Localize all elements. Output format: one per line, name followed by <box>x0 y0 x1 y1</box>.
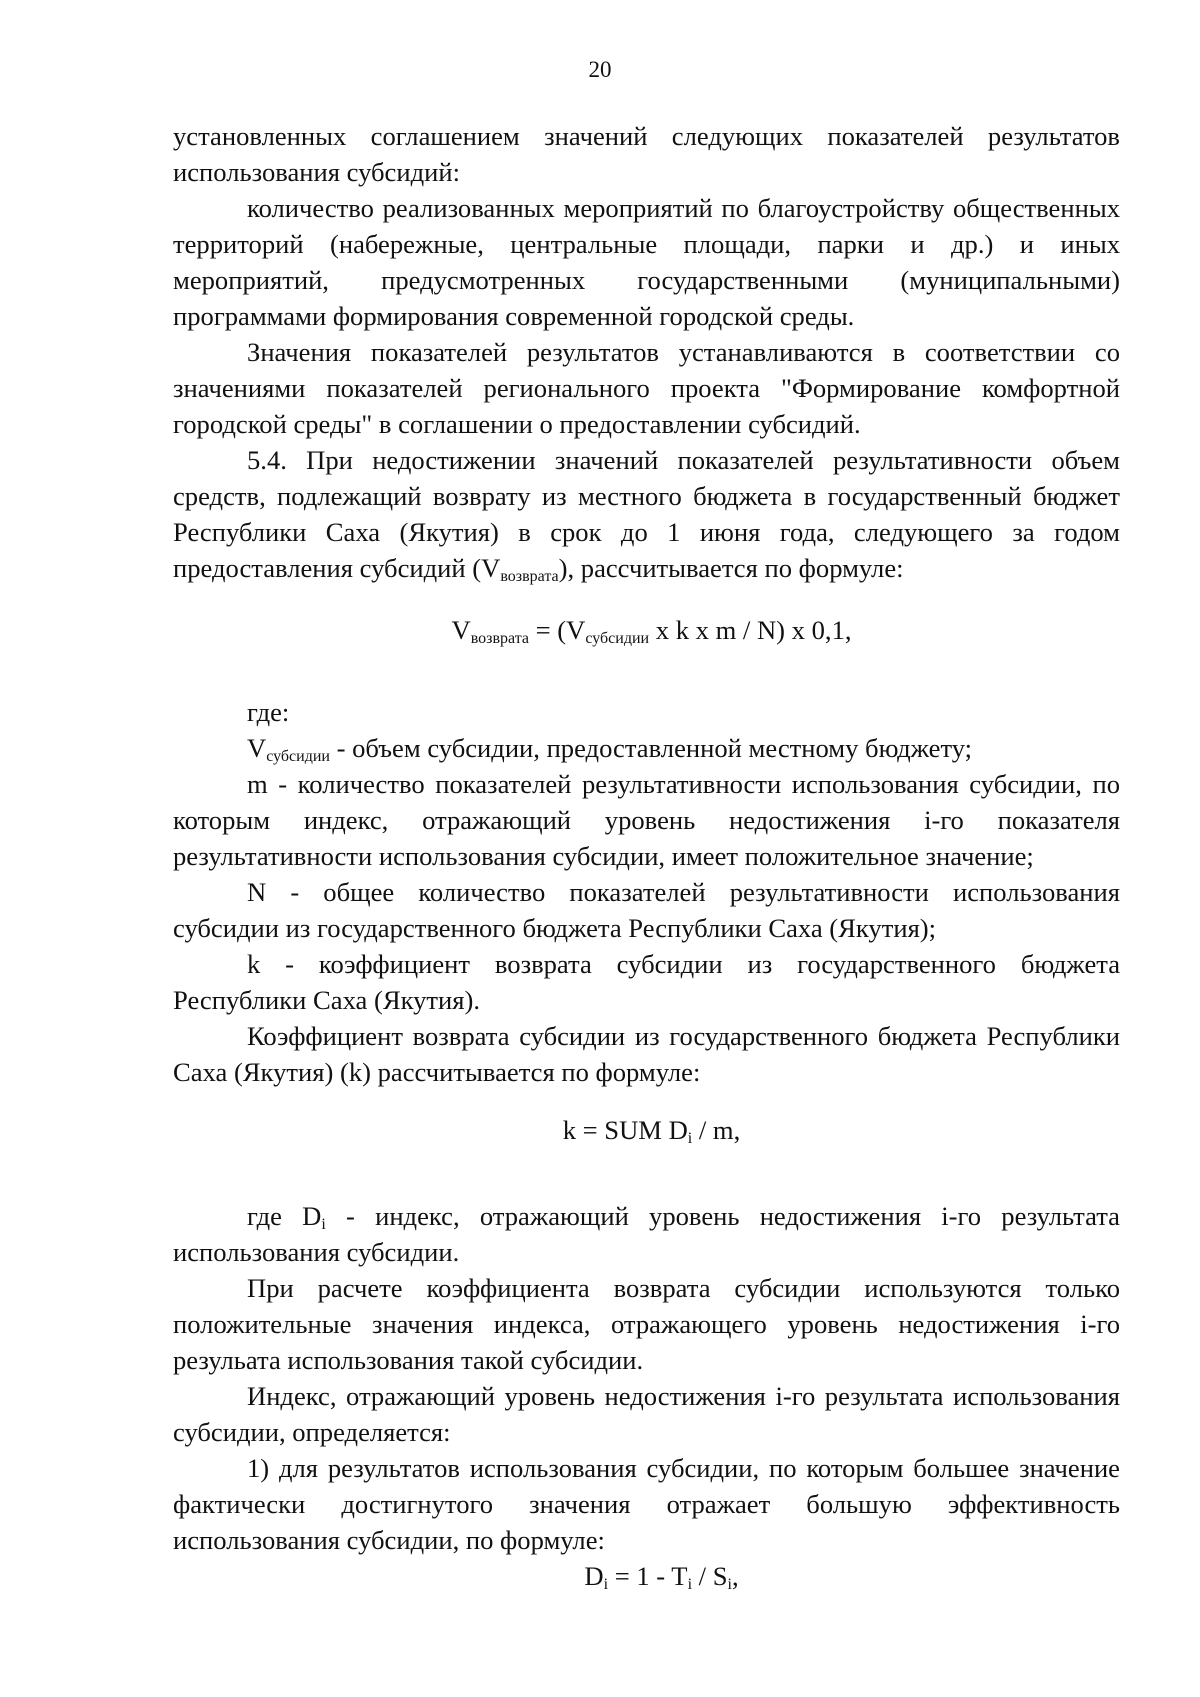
definition-sub-subsidii: субсидии <box>266 748 330 765</box>
paragraph-5-4 <box>173 442 1120 586</box>
definition-m: m - количество показателей результативности использования субсидии, по которым индекс, отражающий уровень недостижения i-го показателя результативности использования субсидии, имеет положительное значение; <box>173 769 1120 871</box>
paragraph-5-4-text: 5.4. При недостижении значений показателей результативности объем средств, подлежащий возврату из местного бюджета в государственный бюджет Республики Саха (Якутия) в срок до 1 июня года, следующего за годом предоставления субсидий (V <box>173 445 1120 583</box>
page-number: 20 <box>588 57 612 82</box>
formula-refund-volume <box>173 612 1120 648</box>
paragraph-positive-values: При расчете коэффициента возврата субсидии используются только положительные значения индекса, отражающего уровень недостижения i-го резульата использования такой субсидии. <box>173 1273 1120 1375</box>
definition-v-text: - объем субсидии, предоставленной местному бюджету; <box>329 733 973 763</box>
paragraph-index-defined: Индекс, отражающий уровень недостижения i-го результата использования субсидии, определяется: <box>173 1381 1120 1447</box>
formula-di-d: D <box>584 1561 604 1591</box>
formula-k-sub-i: i <box>687 1130 693 1147</box>
where-label: где: <box>247 697 290 727</box>
definition-di <box>173 1198 1120 1270</box>
formula-di-mid2: / S <box>692 1561 728 1591</box>
paragraph-item-1: 1) для результатов использования субсидии, по которым большее значение фактически достигнутого значения отражает большую эффективность использования субсидии, по формуле: <box>173 1453 1120 1555</box>
formula-di-sub3: i <box>727 1576 732 1593</box>
subscript-vozvrata: возврата <box>500 568 559 585</box>
formula-di-sub2: i <box>687 1576 693 1593</box>
formula-di-end: , <box>731 1561 739 1591</box>
definition-v-subsidii <box>173 730 1120 766</box>
definition-di-pre: где D <box>247 1201 322 1231</box>
definition-di-text: - индекс, отражающий уровень недостижения i-го результата использования субсидии. <box>173 1201 1120 1267</box>
definition-v: V <box>247 733 267 763</box>
paragraph-indicator-values: Значения показателей результатов устанавливаются в соответствии со значениями показателей регионального проекта "Формирование комфортной городской среды" в соглашении о предоставлении субсидий. <box>173 337 1120 439</box>
formula-sub-subsidii: субсидии <box>585 630 650 647</box>
formula-k-text: k = SUM D <box>562 1115 688 1145</box>
formula-sub-vozvrata: возврата <box>470 630 529 647</box>
formula-mid: = (V <box>529 615 586 645</box>
document-body <box>173 118 1120 1594</box>
formula-v: V <box>451 615 471 645</box>
formula-end: x k x m / N) x 0,1, <box>649 615 852 645</box>
formula-coefficient-k <box>173 1112 1120 1148</box>
formula-k-end: / m, <box>692 1115 741 1145</box>
paragraph-5-4-tail: ), рассчитывается по формуле: <box>558 553 904 583</box>
formula-di-mid: = 1 - T <box>608 1561 688 1591</box>
formula-di <box>173 1558 1120 1594</box>
paragraph-indicator-list: количество реализованных мероприятий по благоустройству общественных территорий (набережные, центральные площади, парки и др.) и иных мероприятий, предусмотренных государственными (муниципальными) программами формирования современной городской среды. <box>173 193 1120 331</box>
definition-k: k - коэффициент возврата субсидии из государственного бюджета Республики Саха (Якутия). <box>173 949 1120 1015</box>
paragraph-coefficient: Коэффициент возврата субсидии из государственного бюджета Республики Саха (Якутия) (k) рассчитывается по формуле: <box>173 1021 1120 1087</box>
definition-di-sub: i <box>321 1216 326 1233</box>
paragraph-continuation: установленных соглашением значений следующих показателей результатов использования субсидий: <box>173 121 1120 187</box>
formula-di-sub1: i <box>603 1576 609 1593</box>
definition-n: N - общее количество показателей результативности использования субсидии из государственного бюджета Республики Саха (Якутия); <box>173 877 1120 943</box>
